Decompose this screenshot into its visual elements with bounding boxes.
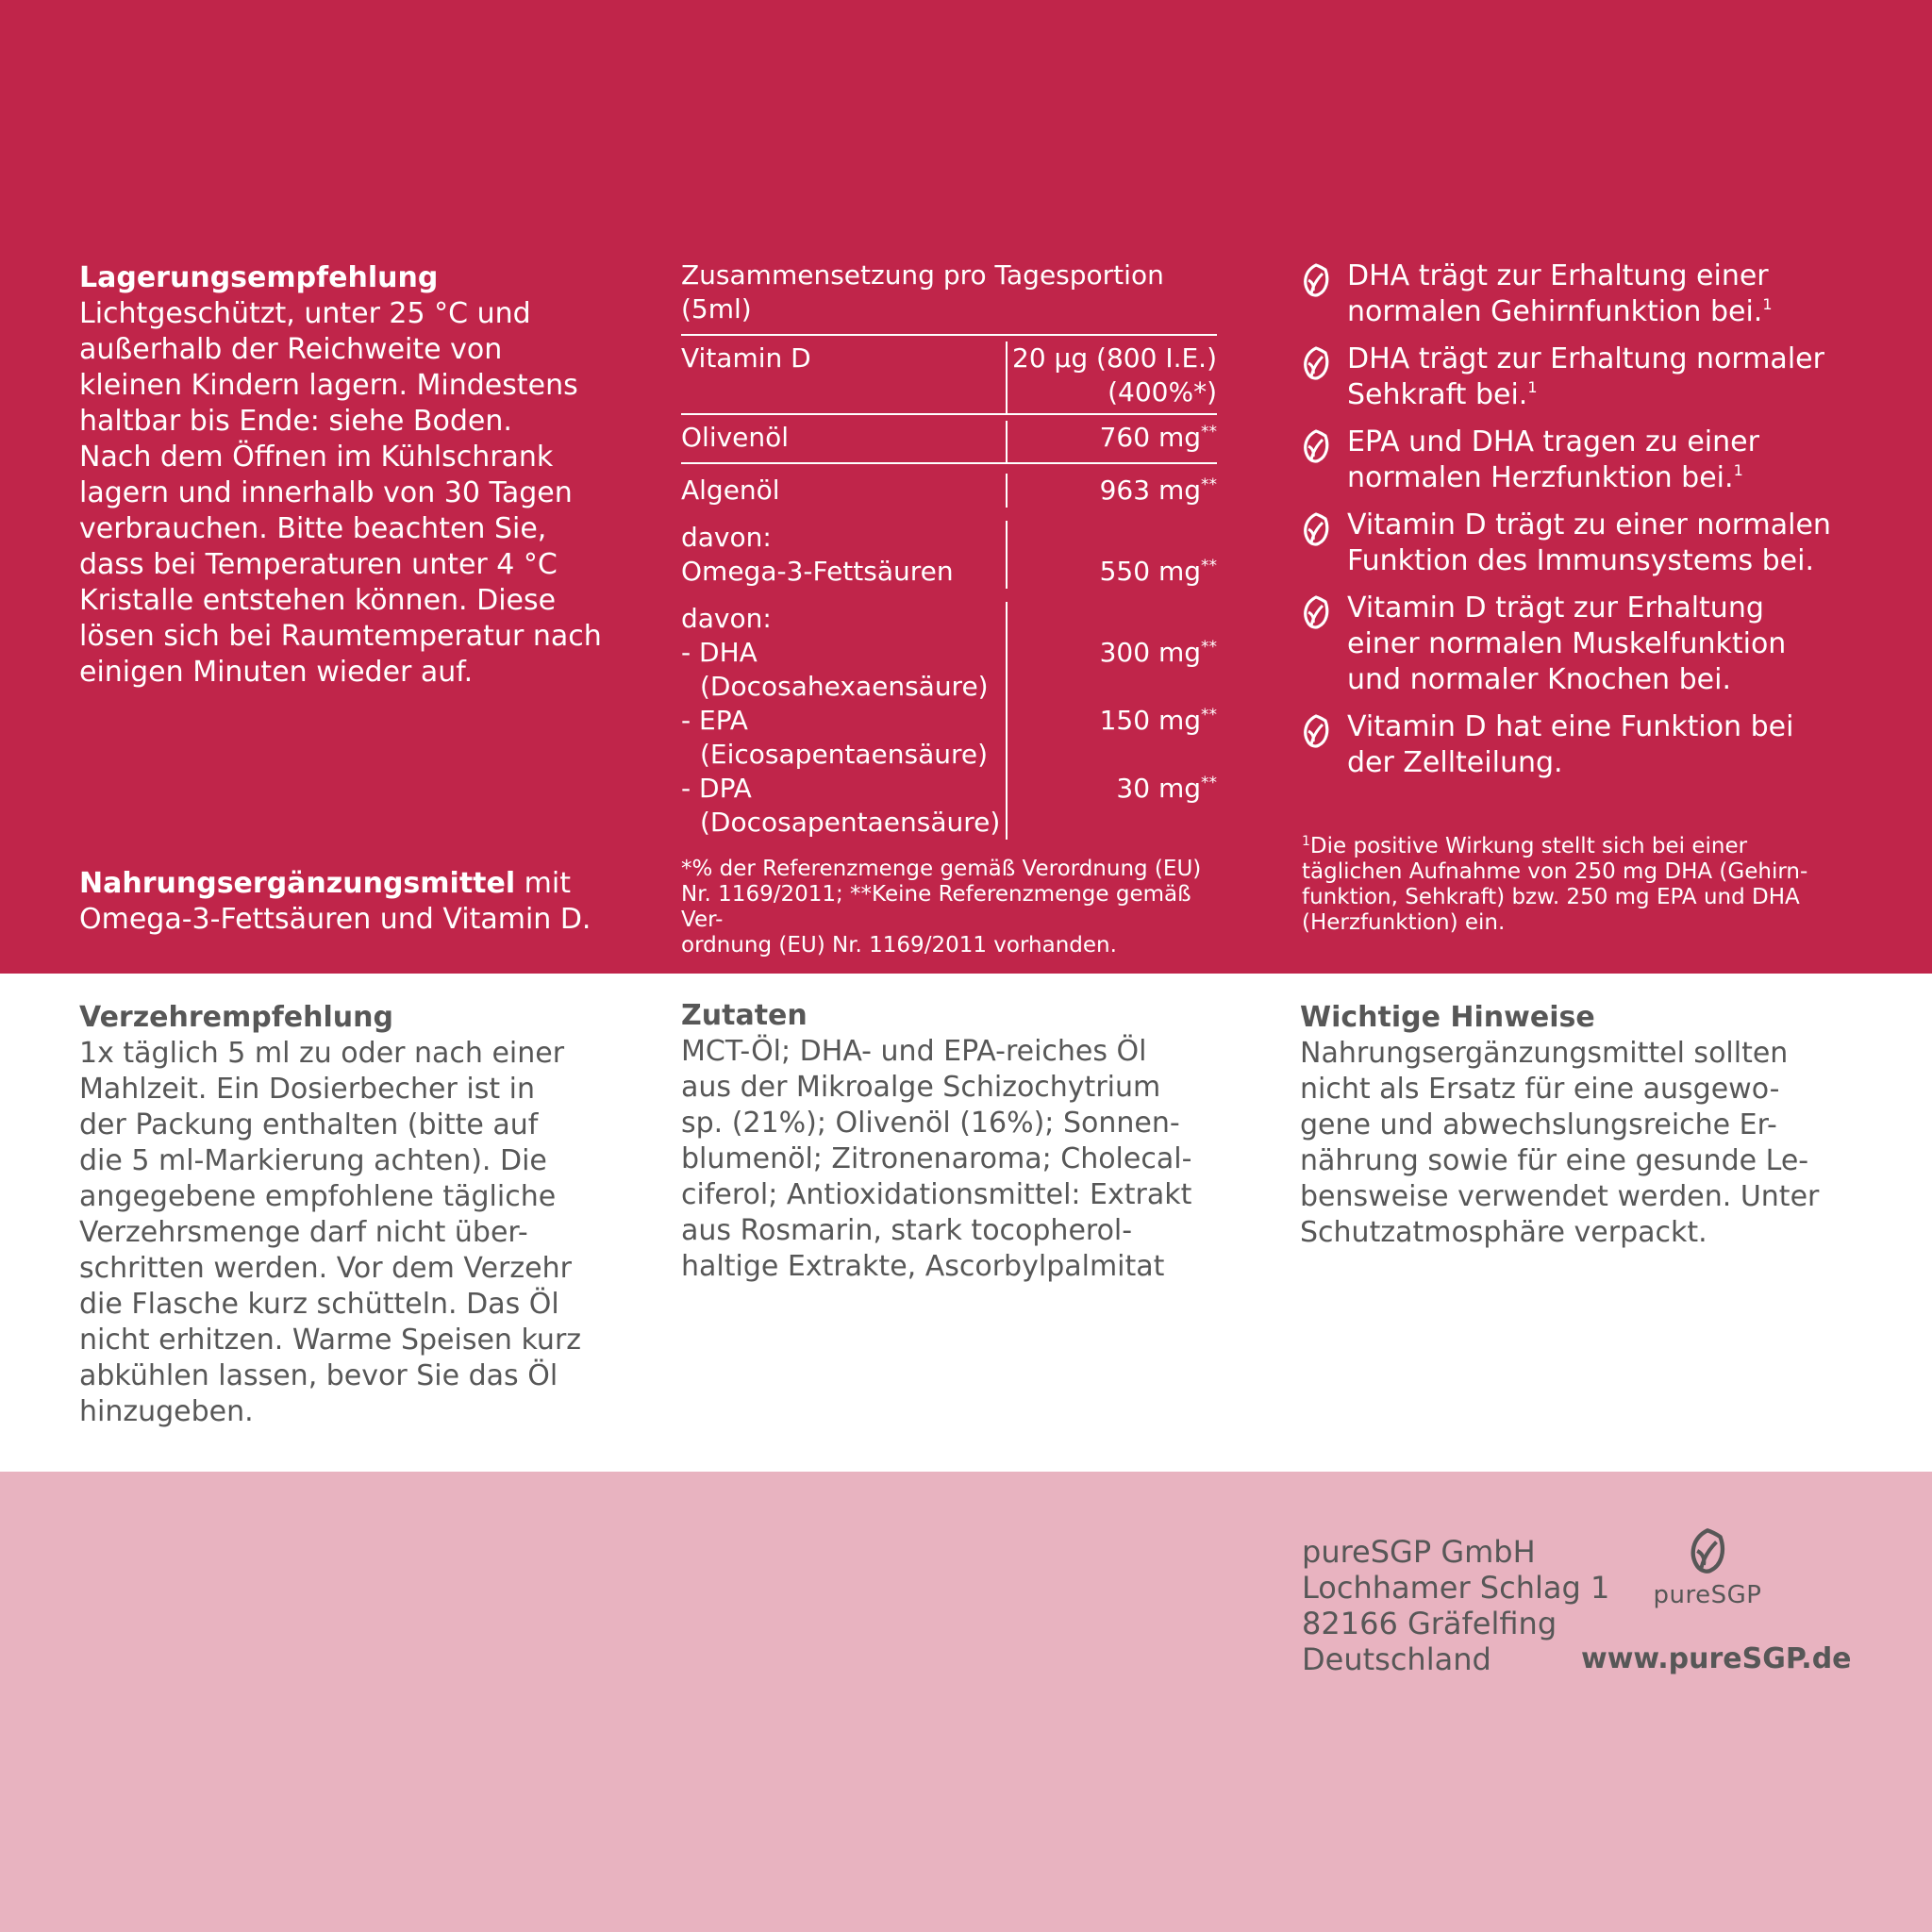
storage-line: lagern und innerhalb von 30 Tagen	[79, 476, 573, 509]
product-desc-connector: mit	[515, 867, 571, 900]
storage-section	[79, 260, 645, 691]
website-link[interactable]: www.pureSGP.de	[1581, 1642, 1852, 1675]
nutrient-name: Olivenöl	[681, 421, 1008, 462]
country: Deutschland	[1302, 1641, 1491, 1677]
storage-line: kleinen Kindern lagern. Mindestens	[79, 369, 578, 402]
nutrient-value: 963 mg**	[1099, 475, 1217, 506]
usage-text: 1x täglich 5 ml zu oder nach einer Mahlzeit. Ein Dosierbecher ist in der Packung enthalten (bitte auf die 5 ml-Markierung achten). Die angegebene empfohlene tägliche Verzehrsmenge darf nicht über- schritten werden. Vor dem Verzehr die Flasche kurz schütteln. Das Öl nicht erhitzen. Warme Speisen kurz abkühlen lassen, bevor Sie das Öl hinzugeben.	[79, 1037, 582, 1428]
table-row	[681, 602, 1217, 704]
bottom-panel	[0, 1472, 1932, 1932]
nutrient-name: - EPA (Eicosapentaensäure)	[681, 704, 1008, 772]
claim-item: Vitamin D trägt zur Erhaltung einer normalen Muskelfunktion und normaler Knochen bei.	[1300, 591, 1866, 698]
storage-line: verbrauchen. Bitte beachten Sie,	[79, 512, 547, 545]
leaf-icon	[1300, 591, 1347, 698]
table-row	[681, 521, 1217, 589]
storage-line: haltbar bis Ende: siehe Boden.	[79, 405, 512, 438]
storage-text	[79, 296, 645, 691]
street: Lochhamer Schlag 1	[1302, 1570, 1610, 1606]
leaf-icon	[1300, 508, 1347, 579]
middle-panel	[0, 974, 1932, 1472]
leaf-icon	[1300, 425, 1347, 496]
city: 82166 Gräfelfing	[1302, 1606, 1557, 1641]
claim-item: Vitamin D trägt zu einer normalen Funktion des Immunsystems bei.	[1300, 508, 1866, 579]
composition-title: Zusammensetzung pro Tagesportion (5ml)	[681, 258, 1217, 336]
company-address	[1302, 1534, 1609, 1677]
nutrient-value: 550 mg**	[1099, 556, 1217, 587]
product-desc-line: Omega-3-Fettsäuren und Vitamin D.	[79, 903, 591, 936]
table-row	[681, 772, 1217, 847]
nutrient-value: 30 mg**	[1116, 773, 1217, 804]
notes-section	[1300, 1000, 1847, 1251]
claim-item: DHA trägt zur Erhaltung einer normalen Gehirnfunktion bei.$^1$	[1300, 258, 1866, 330]
logo-text: pureSGP	[1653, 1581, 1762, 1609]
nutrient-name: davon: - DHA (Docosahexaensäure)	[681, 602, 1008, 704]
storage-heading: Lagerungsempfehlung	[79, 261, 439, 294]
notes-heading: Wichtige Hinweise	[1300, 1001, 1595, 1034]
nutrient-name: Vitamin D	[681, 341, 1008, 413]
ingredients-text: MCT-Öl; DHA- und EPA-reiches Öl aus der Mikroalge Schizochytrium sp. (21%); Olivenöl (16%); Sonnen- blumenöl; Zitronenaroma; Cholecal- ciferol; Antioxidationsmittel: Extrakt aus Rosmarin, stark tocopherol- haltige Extrakte, Ascorbylpalmitat	[681, 1035, 1192, 1283]
leaf-icon	[1686, 1524, 1729, 1577]
leaf-icon	[1300, 341, 1347, 413]
claim-item: EPA und DHA tragen zu einer normalen Herzfunktion bei.$^1$	[1300, 425, 1866, 496]
claim-item: Vitamin D hat eine Funktion bei der Zellteilung.	[1300, 709, 1866, 781]
usage-heading: Verzehrempfehlung	[79, 1001, 393, 1034]
storage-line: Kristalle entstehen können. Diese	[79, 584, 557, 617]
nutrient-value: 300 mg**	[1099, 637, 1217, 668]
brand-logo	[1641, 1524, 1774, 1609]
storage-line: außerhalb der Reichweite von	[79, 333, 503, 366]
storage-line: dass bei Temperaturen unter 4 °C	[79, 548, 558, 581]
company-name: pureSGP GmbH	[1302, 1534, 1536, 1570]
ingredients-heading: Zutaten	[681, 999, 808, 1032]
health-claims	[1300, 258, 1866, 792]
storage-line: Lichtgeschützt, unter 25 °C und	[79, 297, 531, 330]
nutrient-value: 150 mg**	[1099, 705, 1217, 736]
table-row	[681, 704, 1217, 772]
leaf-icon	[1300, 709, 1347, 781]
nutrient-value: 20 µg (800 I.E.) (400%*)	[1012, 342, 1217, 408]
composition-footnote: *% der Referenzmenge gemäß Verordnung (EU) Nr. 1169/2011; **Keine Referenzmenge gemäß Ver- ordnung (EU) Nr. 1169/2011 vorhanden.	[681, 857, 1202, 958]
claims-footnote: $^1$Die positive Wirkung stellt sich bei einer täglichen Aufnahme von 250 mg DHA (Gehirn- funktion, Sehkraft) bzw. 250 mg EPA und DHA (Herzfunktion) ein.	[1302, 834, 1808, 935]
nutrient-value: 760 mg**	[1099, 422, 1217, 453]
table-row	[681, 413, 1217, 462]
product-description	[79, 866, 645, 938]
notes-text: Nahrungsergänzungsmittel sollten nicht als Ersatz für eine ausgewo- gene und abwechslungsreiche Er- nährung sowie für eine gesunde Le- bensweise verwendet werden. Unter Schutzatmosphäre verpackt.	[1300, 1037, 1820, 1249]
storage-line: lösen sich bei Raumtemperatur nach	[79, 620, 602, 653]
composition-table	[681, 258, 1217, 847]
product-type: Nahrungsergänzungsmittel	[79, 867, 516, 900]
leaf-icon	[1300, 258, 1347, 330]
storage-line: einigen Minuten wieder auf.	[79, 656, 474, 689]
storage-line: Nach dem Öffnen im Kühlschrank	[79, 441, 554, 474]
nutrient-name: Algenöl	[681, 474, 1008, 508]
nutrient-name: davon: Omega-3-Fettsäuren	[681, 521, 1008, 589]
usage-section	[79, 1000, 626, 1430]
claim-item: DHA trägt zur Erhaltung normaler Sehkraft bei.$^1$	[1300, 341, 1866, 413]
table-row	[681, 336, 1217, 413]
nutrient-name: - DPA (Docosapentaensäure)	[681, 772, 1008, 840]
ingredients-section	[681, 998, 1228, 1285]
table-row	[681, 462, 1217, 508]
